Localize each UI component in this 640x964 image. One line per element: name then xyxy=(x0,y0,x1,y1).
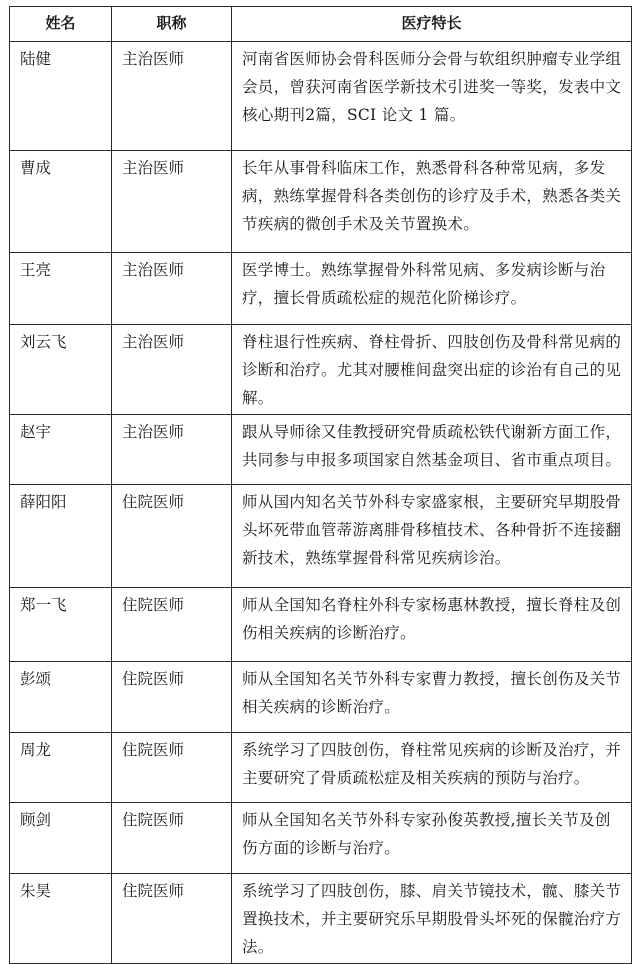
table-header xyxy=(10,7,632,42)
doctor-specialty-table xyxy=(9,6,632,964)
table-row xyxy=(10,485,632,588)
doctor-title: 住院医师 xyxy=(112,803,232,874)
doctor-specialty: 师从全国知名关节外科专家曹力教授，擅长创伤及关节相关疾病的诊断治疗。 xyxy=(232,662,632,733)
doctor-name: 顾剑 xyxy=(10,803,112,874)
header-name: 姓名 xyxy=(10,7,112,42)
table-row xyxy=(10,874,632,964)
table-row xyxy=(10,803,632,874)
table-row xyxy=(10,662,632,733)
doctor-specialty: 河南省医师协会骨科医师分会骨与软组织肿瘤专业学组会员，曾获河南省医学新技术引进奖一等奖，发表中文核心期刊2篇，SCI 论文 1 篇。 xyxy=(232,42,632,151)
header-title: 职称 xyxy=(112,7,232,42)
doctor-title: 主治医师 xyxy=(112,151,232,253)
doctor-name: 陆健 xyxy=(10,42,112,151)
doctor-title: 住院医师 xyxy=(112,733,232,803)
doctor-name: 朱昊 xyxy=(10,874,112,964)
doctor-specialty: 师从全国知名脊柱外科专家杨惠林教授，擅长脊柱及创伤相关疾病的诊断治疗。 xyxy=(232,588,632,662)
table-row xyxy=(10,588,632,662)
doctor-specialty: 师从全国知名关节外科专家孙俊英教授,擅长关节及创伤方面的诊断与治疗。 xyxy=(232,803,632,874)
table-row xyxy=(10,151,632,253)
doctor-name: 赵宇 xyxy=(10,415,112,485)
doctor-title: 住院医师 xyxy=(112,485,232,588)
doctor-specialty: 师从国内知名关节外科专家盛家根，主要研究早期股骨头坏死带血管蒂游离腓骨移植技术、各种骨折不连接翻新技术，熟练掌握骨科常见疾病诊治。 xyxy=(232,485,632,588)
table-row xyxy=(10,42,632,151)
doctor-specialty: 医学博士。熟练掌握骨外科常见病、多发病诊断与治疗，擅长骨质疏松症的规范化阶梯诊疗。 xyxy=(232,253,632,325)
table-row xyxy=(10,733,632,803)
doctor-name: 曹成 xyxy=(10,151,112,253)
doctor-title: 住院医师 xyxy=(112,588,232,662)
doctor-title: 主治医师 xyxy=(112,325,232,415)
doctor-name: 郑一飞 xyxy=(10,588,112,662)
doctor-specialty: 脊柱退行性疾病、脊柱骨折、四肢创伤及骨科常见病的诊断和治疗。尤其对腰椎间盘突出症的诊治有自己的见解。 xyxy=(232,325,632,415)
doctor-specialty: 跟从导师徐又佳教授研究骨质疏松铁代谢新方面工作，共同参与申报多项国家自然基金项目、省市重点项目。 xyxy=(232,415,632,485)
doctor-name: 王亮 xyxy=(10,253,112,325)
doctor-title: 住院医师 xyxy=(112,662,232,733)
table-row xyxy=(10,415,632,485)
doctor-title: 住院医师 xyxy=(112,874,232,964)
doctor-name: 薛阳阳 xyxy=(10,485,112,588)
doctor-specialty: 系统学习了四肢创伤，脊柱常见疾病的诊断及治疗，并主要研究了骨质疏松症及相关疾病的预防与治疗。 xyxy=(232,733,632,803)
table-row xyxy=(10,325,632,415)
doctor-specialty: 长年从事骨科临床工作，熟悉骨科各种常见病，多发病，熟练掌握骨科各类创伤的诊疗及手术，熟悉各类关节疾病的微创手术及关节置换术。 xyxy=(232,151,632,253)
header-row xyxy=(10,7,632,42)
doctor-title: 主治医师 xyxy=(112,42,232,151)
doctor-title: 主治医师 xyxy=(112,415,232,485)
doctor-name: 刘云飞 xyxy=(10,325,112,415)
table-row xyxy=(10,253,632,325)
header-specialty: 医疗特长 xyxy=(232,7,632,42)
doctor-title: 主治医师 xyxy=(112,253,232,325)
doctor-name: 周龙 xyxy=(10,733,112,803)
doctor-name: 彭颂 xyxy=(10,662,112,733)
doctor-specialty: 系统学习了四肢创伤，膝、肩关节镜技术，髋、膝关节置换技术，并主要研究乐早期股骨头坏死的保髋治疗方法。 xyxy=(232,874,632,964)
table-body xyxy=(10,42,632,964)
